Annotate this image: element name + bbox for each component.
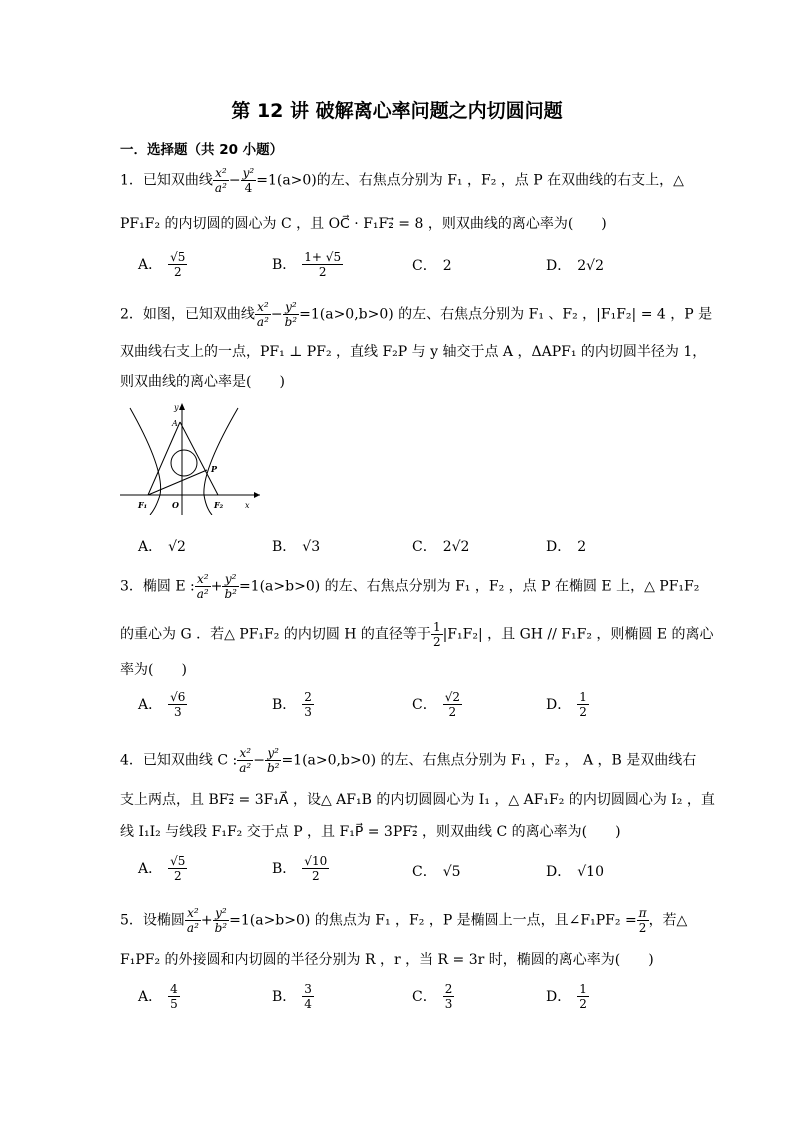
label-o: O bbox=[172, 500, 179, 510]
q5-option-a[interactable]: A． $\frac{4}{5}$ bbox=[138, 982, 178, 1011]
q3-option-c[interactable]: C． $\frac{√2}{2}$ bbox=[412, 690, 460, 719]
q5-option-d[interactable]: D． $\frac{1}{2}$ bbox=[546, 982, 587, 1011]
q2-line-2: 双曲线右支上的一点，PF₁ ⊥ PF₂ ，直线 F₂P 与 y 轴交于点 A ，ΔAPF₁ 的内切圆半径为 1， bbox=[120, 344, 707, 360]
page-title: 第 12 讲 破解离心率问题之内切圆问题 bbox=[231, 100, 563, 122]
q4-line-1: 4．已知双曲线 C : $\frac{\text{x²}}{\text{a²}}$ − $\frac{\text{y²}}{\text{b²}}$ =1(a>0,b>0) 的左、右焦点分别为 F₁ ，F₂ ， A ，B 是双曲线右 bbox=[120, 746, 697, 775]
q2-option-d[interactable]: D． 2 bbox=[546, 539, 587, 555]
line-a-f1 bbox=[148, 422, 180, 495]
q2-line-3: 则双曲线的离心率是( ) bbox=[120, 374, 285, 390]
q2-option-b[interactable]: B． √3 bbox=[272, 539, 321, 555]
q1-text-b: =1(a>0)的左、右焦点分别为 F₁ ，F₂ ，点 P 在双曲线的右支上，△ bbox=[256, 172, 684, 189]
q2-options bbox=[138, 537, 698, 561]
q1-frac-y: $\frac{\text{y²}}{4}$ bbox=[242, 166, 255, 195]
label-p: P bbox=[211, 464, 218, 474]
section-heading: 一．选择题（共 20 小题） bbox=[120, 142, 284, 158]
q3-option-a[interactable]: A． $\frac{√6}{3}$ bbox=[138, 690, 186, 719]
label-f1: F₁ bbox=[138, 500, 148, 510]
q4-option-a[interactable]: A． $\frac{√5}{2}$ bbox=[138, 854, 186, 883]
label-y: y bbox=[174, 403, 179, 412]
y-axis-arrow bbox=[179, 403, 185, 410]
q2-option-a[interactable]: A． √2 bbox=[138, 539, 186, 555]
hyperbola-left-branch bbox=[130, 408, 161, 515]
q4-line-3: 线 I₁I₂ 与线段 F₁F₂ 交于点 P ，且 F₁P⃗ = 3PF₂⃗ ，则双曲线 C 的离心率为( ) bbox=[120, 824, 621, 840]
label-x: x bbox=[245, 501, 250, 510]
q1-option-a[interactable]: A． $\frac{√5}{2}$ bbox=[138, 250, 186, 279]
q4-option-d[interactable]: D． √10 bbox=[546, 864, 604, 880]
q4-option-b[interactable]: B． $\frac{√10}{2}$ bbox=[272, 854, 328, 883]
q3-option-b[interactable]: B． $\frac{2}{3}$ bbox=[272, 690, 312, 719]
q5-option-b[interactable]: B． $\frac{3}{4}$ bbox=[272, 982, 312, 1011]
x-axis-arrow bbox=[254, 492, 260, 498]
q2-line-1: 2．如图，已知双曲线 $\frac{\text{x²}}{\text{a²}}$ − $\frac{\text{y²}}{\text{b²}}$ =1(a>0,b>0) 的左、右焦点分别为 F₁ 、F₂ ，|F₁F₂| = 4 ，P 是 bbox=[120, 300, 713, 329]
q3-line-1: 3．椭圆 E : $\frac{\text{x²}}{\text{a²}}$ + $\frac{\text{y²}}{\text{b²}}$ =1(a>b>0) 的左、右焦点分别为 F₁ ，F₂ ，点 P 在椭圆 E 上，△ PF₁F₂ bbox=[120, 572, 700, 601]
q5-option-c[interactable]: C． $\frac{2}{3}$ bbox=[412, 982, 453, 1011]
q3-option-d[interactable]: D． $\frac{1}{2}$ bbox=[546, 690, 587, 719]
q5-line-1: 5．设椭圆 $\frac{\text{x²}}{\text{a²}}$ + $\frac{\text{y²}}{\text{b²}}$ =1(a>b>0) 的焦点为 F₁ ，F₂ ，P 是椭圆上一点，且∠F₁PF₂ = $\frac{\pi}{2}$ ，若△ bbox=[120, 906, 688, 935]
q3-options bbox=[138, 690, 698, 722]
q3-line-3: 率为( ) bbox=[120, 662, 187, 678]
q1-option-c[interactable]: C． 2 bbox=[412, 258, 452, 274]
q5-options bbox=[138, 982, 698, 1014]
hyperbola-right-branch bbox=[204, 408, 238, 515]
label-f2: F₂ bbox=[214, 500, 224, 510]
q5-line-2: F₁PF₂ 的外接圆和内切圆的半径分别为 R ，r ，当 R = 3r 时，椭圆的离心率为( ) bbox=[120, 952, 654, 968]
q1-option-b[interactable]: B． $\frac{1+ √5}{2}$ bbox=[272, 250, 342, 279]
q1-frac-x: $\frac{\text{x²}}{\text{a²}}$ bbox=[214, 166, 227, 195]
q1-option-d[interactable]: D． 2√2 bbox=[546, 258, 604, 274]
q4-option-c[interactable]: C． √5 bbox=[412, 864, 461, 880]
q1-options bbox=[138, 250, 698, 282]
q2-option-c[interactable]: C． 2√2 bbox=[412, 539, 470, 555]
q1-line-2: PF₁F₂ 的内切圆的圆心为 C ，且 OC⃗ · F₁F₂⃗ = 8 ，则双曲线的离心率为( ) bbox=[120, 216, 607, 232]
q1-text-a: 1．已知双曲线 bbox=[120, 172, 213, 189]
q4-options bbox=[138, 854, 698, 886]
incircle bbox=[171, 450, 197, 476]
q1-line-1: 1．已知双曲线 $\frac{\text{x²}}{\text{a²}}$ − $\frac{\text{y²}}{4}$ =1(a>0)的左、右焦点分别为 F₁ ，F₂ ，点 P 在双曲线的右支上，△ bbox=[120, 166, 684, 195]
q3-line-2: 的重心为 G ．若△ PF₁F₂ 的内切圆 H 的直径等于 $\frac{1}{2}$ |F₁F₂| ，且 GH // F₁F₂ ，则椭圆 E 的离心 bbox=[120, 620, 714, 649]
label-a: A bbox=[172, 419, 178, 428]
q2-hyperbola-figure bbox=[120, 400, 260, 515]
q4-line-2: 支上两点，且 BF₂⃗ = 3F₁A⃗ ，设△ AF₁B 的内切圆圆心为 I₁ ，△ AF₁F₂ 的内切圆圆心为 I₂ ，直 bbox=[120, 792, 715, 808]
